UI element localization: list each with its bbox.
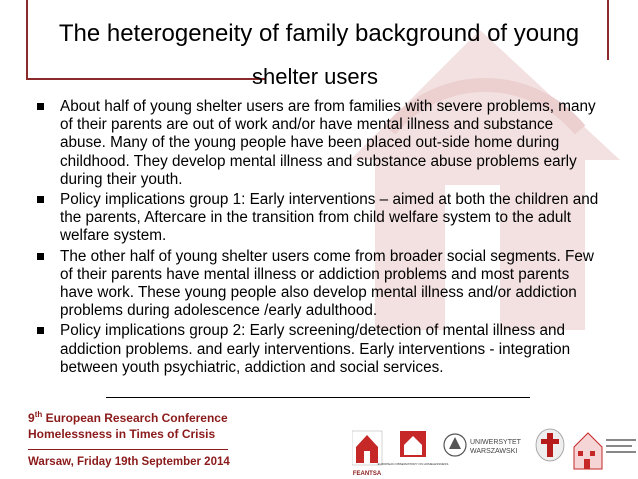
conference-number: 9 — [28, 411, 35, 425]
bullet-square-icon — [37, 196, 44, 203]
footer-date-place: Warsaw, Friday 19th September 2014 — [28, 456, 230, 468]
university-warsaw-logo-icon — [444, 434, 522, 456]
bullet-square-icon — [37, 103, 44, 110]
footer-theme: Homelessness in Times of Crisis — [28, 427, 216, 441]
bullet-text: About half of young shelter users are from families with severe problems, many of their parents are out of work and/or have mental illness and substance abuse. Many of the young people have been placed out-side home during childhood. They develop mental illness and substance abuse problems early during their youth. — [60, 98, 596, 188]
bullet-square-icon — [37, 253, 44, 260]
cross-emblem-logo-icon — [536, 429, 564, 461]
observatory-poland-logo-icon — [574, 433, 636, 469]
bullet-list — [30, 98, 600, 379]
bullet-square-icon — [37, 327, 44, 334]
european-observatory-logo-icon — [378, 431, 449, 466]
conference-name: European Research Conference — [42, 411, 228, 425]
footer-conference — [28, 410, 228, 425]
european-observatory-label: EUROPEAN OBSERVATORY ON HOMELESSNESS — [377, 462, 449, 466]
university-label-1: UNIWERSYTET — [470, 439, 521, 446]
bullet-text: Policy implications group 1: Early interventions – aimed at both the children and the parents, Aftercare in the transition from child welfare system to the adult welfare system. — [60, 191, 599, 245]
bullet-item — [30, 248, 600, 321]
slide-title-line1: The heterogeneity of family background of young — [58, 20, 580, 47]
bullet-text: The other half of young shelter users come from broader social segments. Few of their parents have mental illness or addiction problems and most parents have work. These young people also develop mental illness and/or addiction problems during adolescence /early adulthood. — [60, 247, 594, 320]
bullet-text: Policy implications group 2: Early screening/detection of mental illness and addiction problems. and early interventions. Early interventions - integration between youth psychiatric, addiction and social services. — [60, 322, 571, 376]
conference-superscript: th — [34, 410, 43, 419]
bullet-item — [30, 191, 600, 246]
sponsor-logos — [352, 425, 638, 479]
footer-divider — [28, 449, 228, 450]
bullet-item — [30, 322, 600, 377]
bullet-item — [30, 98, 600, 189]
feantsa-logo-icon — [352, 431, 382, 477]
university-label-2: WARSZAWSKI — [470, 448, 518, 455]
text-underline — [106, 397, 530, 398]
slide-title-line2 — [0, 64, 638, 90]
feantsa-label: FEANTSA — [352, 471, 382, 477]
slide-title-line2-text: shelter users — [252, 64, 378, 89]
